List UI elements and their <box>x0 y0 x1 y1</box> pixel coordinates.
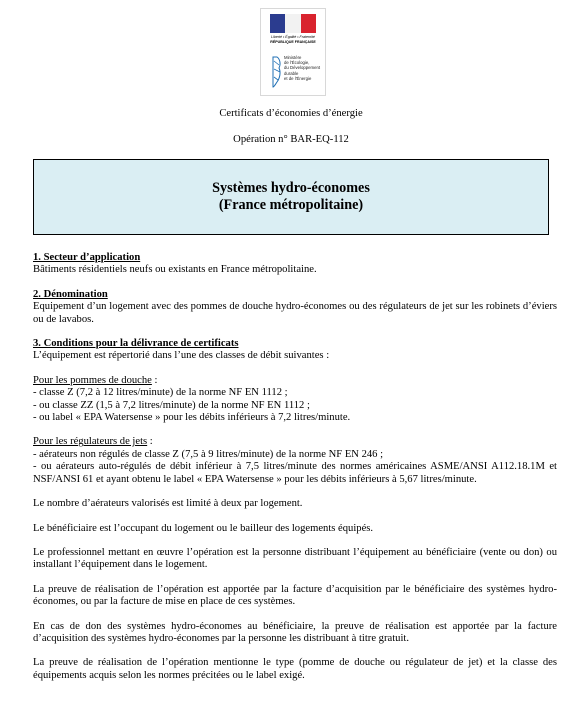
subsection-heading-text: Pour les pommes de douche <box>33 374 152 386</box>
subsection-colon: : <box>147 436 153 448</box>
section-intro: L’équipement est répertorié dans l’une des classes de débit suivantes : <box>33 350 330 362</box>
document-body <box>33 252 557 682</box>
title-box <box>33 159 549 235</box>
list-item: - classe Z (7,2 à 12 litres/minute) de la norme NF EN 1112 ; <box>33 387 288 399</box>
section-heading: 2. Dénomination <box>33 288 108 300</box>
paragraph: La preuve de réalisation de l’opération mentionne le type (pomme de douche ou régulateur de jet) et la classe des équipements acquis selon les normes précitées ou le label exigé. <box>33 657 557 681</box>
subsection-heading <box>33 436 557 448</box>
list-item: - ou label « EPA Watersense » pour les débits inférieurs à 7,2 litres/minute. <box>33 412 351 424</box>
ministry-line: de l'Écologie, <box>284 60 310 66</box>
list-item: - ou aérateurs auto-régulés de débit inférieur à 7,5 litres/minute des normes américaines ASME/ANSI A112.18.1M et NSF/ANSI 61 et ayant obtenu le label « EPA Watersense » pour les débits inférieurs à 5,67 litres/minute. <box>33 461 557 485</box>
paragraph: Le professionnel mettant en œuvre l’opération est la personne distribuant l’équipement au bénéficiaire (vente ou don) ou installant l’équipement dans le logement. <box>33 546 557 571</box>
subsection-colon: : <box>151 374 158 386</box>
operation-number: Opération n° BAR-EQ-112 <box>233 134 349 145</box>
flag-white-band <box>285 14 300 33</box>
paragraph: Le nombre d’aérateurs valorisés est limité à deux par logement. <box>33 498 303 510</box>
paragraph: Le bénéficiaire est l’occupant du logement ou le bailleur des logements équipés. <box>33 522 374 534</box>
ministry-line: et de l'Énergie <box>284 75 312 81</box>
flag-red-band <box>301 14 316 33</box>
section-heading: 1. Secteur d’application <box>33 252 141 263</box>
title-line-2: (France métropolitaine) <box>218 197 364 213</box>
paragraph: La preuve de réalisation de l’opération est apportée par la facture d’acquisition par le bénéficiaire des systèmes hydro-économes, ou par la facture de mise en place de ces systèmes. <box>33 583 557 608</box>
list-item: - ou classe ZZ (1,5 à 7,2 litres/minute) de la norme NF EN 1112 ; <box>33 399 310 411</box>
ministry-line: Ministère <box>284 55 302 60</box>
logo-motto: Liberté • Égalité • Fraternité <box>271 35 315 39</box>
ministry-line: du Développement <box>284 65 321 71</box>
flag-blue-band <box>270 14 285 33</box>
ministry-logo <box>260 8 326 96</box>
french-flag-icon <box>270 14 316 33</box>
subsection-heading-text: Pour les régulateurs de jets <box>33 436 148 448</box>
title-line-1: Systèmes hydro-économes <box>212 180 370 196</box>
ministry-line: durable <box>284 70 299 76</box>
subsection-heading <box>33 375 557 387</box>
section-text: Equipement d’un logement avec des pommes de douche hydro-économes ou des régulateurs de jet sur les robinets d’éviers ou de lavabos. <box>33 301 557 325</box>
paragraph: En cas de don des systèmes hydro-économes au bénéficiaire, la preuve de réalisation est apportée par la facture d’acquisition des systèmes hydro-économes par la personne les distribuant à titre gratuit. <box>33 620 557 644</box>
document-category: Certificats d’économies d’énergie <box>219 108 363 119</box>
section-heading: 3. Conditions pour la délivrance de certificats <box>33 338 239 350</box>
section-text: Bâtiments résidentiels neufs ou existants en France métropolitaine. <box>33 264 317 276</box>
logo-republic: RÉPUBLIQUE FRANÇAISE <box>270 40 316 44</box>
logo-ministry-name <box>284 55 324 81</box>
marianne-icon <box>271 56 283 88</box>
list-item: - aérateurs non régulés de classe Z (7,5 à 9 litres/minute) de la norme NF EN 246 ; <box>33 448 384 460</box>
